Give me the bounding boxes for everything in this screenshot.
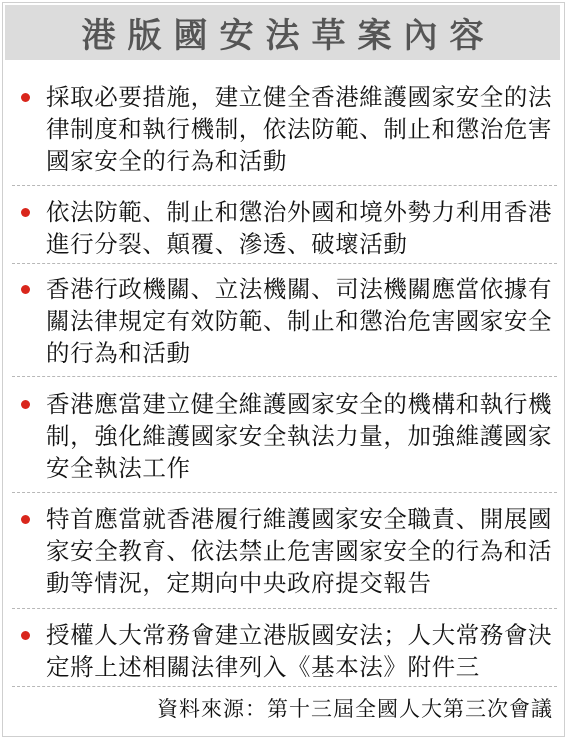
item-text: 授權人大常務會建立港版國安法；人大常務會決定將上述相關法律列入《基本法》附件三 [46, 621, 553, 681]
content-list [12, 67, 557, 687]
item-text: 採取必要措施，建立健全香港維護國家安全的法律制度和執行機制，依法防範、制止和懲治危害國家安全的行為和活動 [46, 83, 553, 175]
item-text: 香港應當建立健全維護國家安全的機構和執行機制，強化維護國家安全執法力量，加強維護國家安全執法工作 [46, 390, 553, 482]
bullet-icon [21, 631, 30, 640]
list-item [12, 609, 557, 687]
item-text: 特首應當就香港履行維護國家安全職責、開展國家安全教育、依法禁止危害國家安全的行為和活動等情況，定期向中央政府提交報告 [46, 505, 553, 597]
source-note: 資料來源：第十三屆全國人大第三次會議 [157, 697, 553, 721]
list-item [12, 493, 557, 609]
item-text: 香港行政機關、立法機關、司法機關應當依據有關法律規定有效防範、制止和懲治危害國家安全的行為和活動 [46, 275, 553, 367]
bullet-icon [21, 515, 30, 524]
bullet-icon [21, 285, 30, 294]
bullet-icon [21, 208, 30, 217]
list-item [12, 67, 557, 186]
list-item [12, 186, 557, 264]
bullet-icon [21, 93, 30, 102]
item-text: 依法防範、制止和懲治外國和境外勢力利用香港進行分裂、顛覆、滲透、破壞活動 [46, 198, 553, 258]
page-title: 港版國安法草案內容 [81, 16, 496, 56]
bullet-icon [21, 400, 30, 409]
header-bar [5, 5, 560, 60]
list-item [12, 264, 557, 377]
list-item [12, 377, 557, 493]
